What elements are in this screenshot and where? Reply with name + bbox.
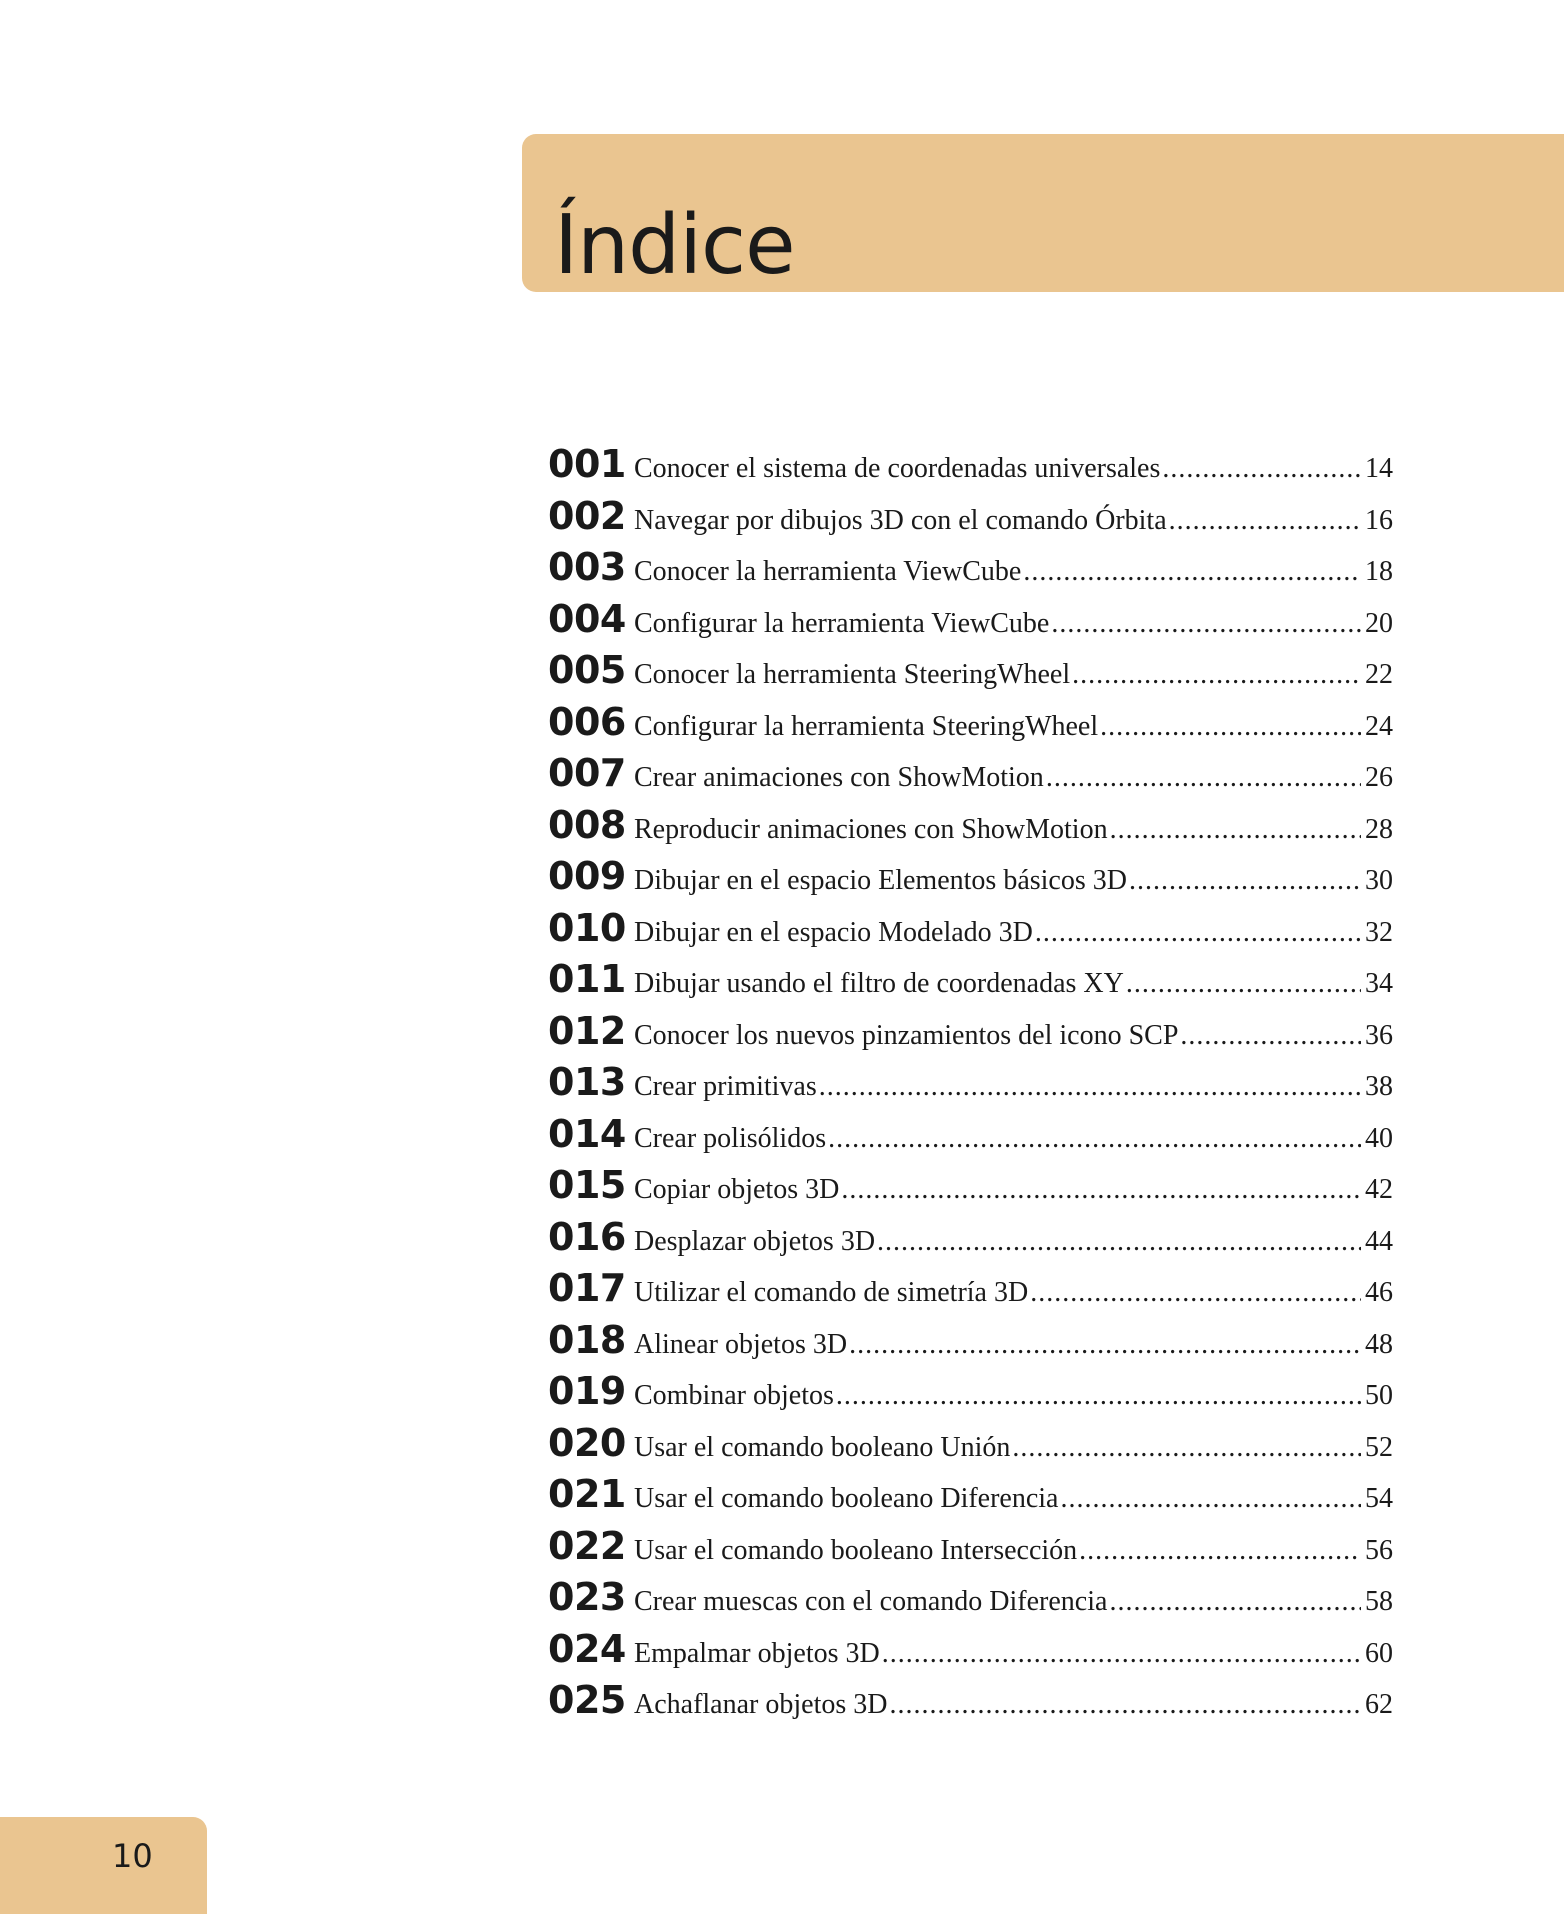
toc-entry[interactable] [548,1266,1393,1318]
toc-entry-page: 18 [1365,556,1393,587]
toc-entry-title: Desplazar objetos 3D [634,1225,876,1257]
toc-entry-number: 019 [548,1369,626,1413]
toc-entry-title: Configurar la herramienta ViewCube [634,607,1050,639]
toc-entry-title: Empalmar objetos 3D [634,1637,880,1669]
toc-entry-page: 16 [1365,504,1393,536]
dot-leader [1035,917,1361,949]
dot-leader [1079,1535,1361,1567]
toc-entry[interactable] [548,545,1393,597]
toc-entry-page: 40 [1365,1122,1393,1154]
toc-entry-page: 52 [1365,1431,1393,1463]
dot-leader [1030,1277,1361,1309]
toc-entry[interactable] [548,648,1393,700]
toc-entry[interactable] [548,1318,1393,1370]
toc-entry-number: 013 [548,1060,626,1104]
toc-entry-page: 60 [1365,1637,1393,1669]
page-number: 10 [112,1837,153,1875]
toc-entry[interactable] [548,1575,1393,1627]
toc-entry-number: 018 [548,1317,626,1362]
toc-entry[interactable] [548,442,1393,494]
toc-entry[interactable] [548,906,1393,958]
toc-entry[interactable] [548,1009,1393,1061]
toc-entry-number: 011 [548,957,626,1001]
toc-entry-number: 001 [548,442,626,486]
toc-entry-page: 58 [1365,1586,1393,1617]
dot-leader [841,1174,1361,1206]
dot-leader [1129,865,1361,897]
toc-entry-number: 021 [548,1472,626,1516]
dot-leader [849,1329,1361,1361]
toc-entry-title: Conocer los nuevos pinzamientos del icono SCP [634,1019,1179,1051]
toc-entry-page: 22 [1365,659,1393,690]
dot-leader [1169,505,1361,537]
toc-entry-title: Conocer la herramienta SteeringWheel [634,659,1071,690]
toc-entry[interactable] [548,597,1393,649]
toc-entry-number: 005 [548,648,626,692]
toc-entry-number: 015 [548,1163,626,1207]
toc-entry-page: 26 [1365,762,1393,793]
toc-entry-title: Navegar por dibujos 3D con el comando Órbita [634,504,1167,536]
toc-entry-page: 44 [1365,1225,1393,1257]
dot-leader [1060,1483,1361,1515]
toc-entry[interactable] [548,1524,1393,1576]
toc-entry-page: 56 [1365,1534,1393,1566]
dot-leader [1012,1432,1361,1464]
toc-entry[interactable] [548,1627,1393,1679]
toc-entry-page: 48 [1365,1328,1393,1360]
toc-entry-title: Crear polisólidos [634,1122,827,1154]
toc-entry-title: Usar el comando booleano Unión [634,1431,1011,1463]
toc-entry-number: 012 [548,1008,626,1053]
toc-entry-title: Usar el comando booleano Intersección [634,1534,1078,1566]
page-title: Índice [554,198,795,293]
toc-entry-page: 42 [1365,1174,1393,1205]
toc-entry[interactable] [548,803,1393,855]
toc-entry-number: 008 [548,802,626,847]
toc-entry[interactable] [548,854,1393,906]
toc-entry[interactable] [548,1215,1393,1267]
toc-entry-title: Achaflanar objetos 3D [634,1689,888,1720]
toc-entry-title: Crear primitivas [634,1071,817,1102]
toc-entry-title: Utilizar el comando de simetría 3D [634,1277,1029,1308]
toc-entry-number: 023 [548,1575,626,1619]
dot-leader [877,1226,1361,1258]
toc-entry-number: 020 [548,1420,626,1465]
dot-leader [1051,608,1361,640]
dot-leader [1100,711,1361,743]
toc-entry[interactable] [548,1678,1393,1730]
toc-entry[interactable] [548,700,1393,752]
dot-leader [1023,556,1361,588]
toc-entry-title: Dibujar usando el filtro de coordenadas XY [634,968,1124,999]
toc-entry[interactable] [548,494,1393,546]
toc-entry-title: Reproducir animaciones con ShowMotion [634,813,1108,845]
dot-leader [1046,762,1361,794]
toc-entry-page: 20 [1365,607,1393,639]
table-of-contents [548,442,1393,1730]
toc-entry-page: 24 [1365,710,1393,742]
toc-entry-page: 54 [1365,1483,1393,1514]
toc-entry-number: 009 [548,854,626,898]
toc-entry-number: 010 [548,905,626,950]
toc-entry-title: Usar el comando booleano Diferencia [634,1483,1059,1514]
toc-entry-number: 004 [548,596,626,641]
toc-entry-title: Crear muescas con el comando Diferencia [634,1586,1108,1617]
toc-entry-page: 50 [1365,1380,1393,1411]
toc-entry-page: 38 [1365,1071,1393,1102]
toc-entry[interactable] [548,1163,1393,1215]
dot-leader [1126,968,1361,1000]
dot-leader [1072,659,1361,691]
toc-entry-title: Crear animaciones con ShowMotion [634,762,1044,793]
toc-entry-number: 017 [548,1266,626,1310]
dot-leader [882,1638,1361,1670]
toc-entry-number: 002 [548,493,626,538]
toc-entry-title: Conocer el sistema de coordenadas universales [634,453,1161,484]
toc-entry-number: 024 [548,1626,626,1671]
toc-entry-page: 28 [1365,813,1393,845]
toc-entry[interactable] [548,1060,1393,1112]
toc-entry-number: 007 [548,751,626,795]
toc-entry[interactable] [548,1421,1393,1473]
folio-tab [0,1817,207,1914]
dot-leader [1162,453,1361,485]
toc-entry-title: Alinear objetos 3D [634,1328,848,1360]
toc-entry-number: 003 [548,545,626,589]
dot-leader [889,1689,1361,1721]
toc-entry-page: 36 [1365,1019,1393,1051]
toc-entry-title: Copiar objetos 3D [634,1174,840,1205]
toc-entry-title: Dibujar en el espacio Modelado 3D [634,916,1033,948]
toc-entry[interactable] [548,1369,1393,1421]
toc-entry[interactable] [548,1112,1393,1164]
toc-entry-page: 34 [1365,968,1393,999]
dot-leader [819,1071,1361,1103]
toc-entry-number: 022 [548,1523,626,1568]
toc-entry-page: 32 [1365,916,1393,948]
toc-entry-page: 46 [1365,1277,1393,1308]
toc-entry[interactable] [548,751,1393,803]
toc-entry-number: 016 [548,1214,626,1259]
dot-leader [828,1123,1361,1155]
toc-entry-number: 006 [548,699,626,744]
toc-entry-title: Dibujar en el espacio Elementos básicos 3D [634,865,1127,896]
toc-entry-number: 014 [548,1111,626,1156]
toc-entry-page: 14 [1365,453,1393,484]
toc-entry[interactable] [548,1472,1393,1524]
toc-entry[interactable] [548,957,1393,1009]
toc-entry-title: Conocer la herramienta ViewCube [634,556,1022,587]
toc-entry-page: 30 [1365,865,1393,896]
toc-entry-title: Combinar objetos [634,1380,834,1411]
dot-leader [1110,814,1361,846]
toc-entry-number: 025 [548,1678,626,1722]
dot-leader [1180,1020,1361,1052]
dot-leader [1109,1586,1361,1618]
toc-entry-page: 62 [1365,1689,1393,1720]
toc-entry-title: Configurar la herramienta SteeringWheel [634,710,1099,742]
dot-leader [836,1380,1361,1412]
